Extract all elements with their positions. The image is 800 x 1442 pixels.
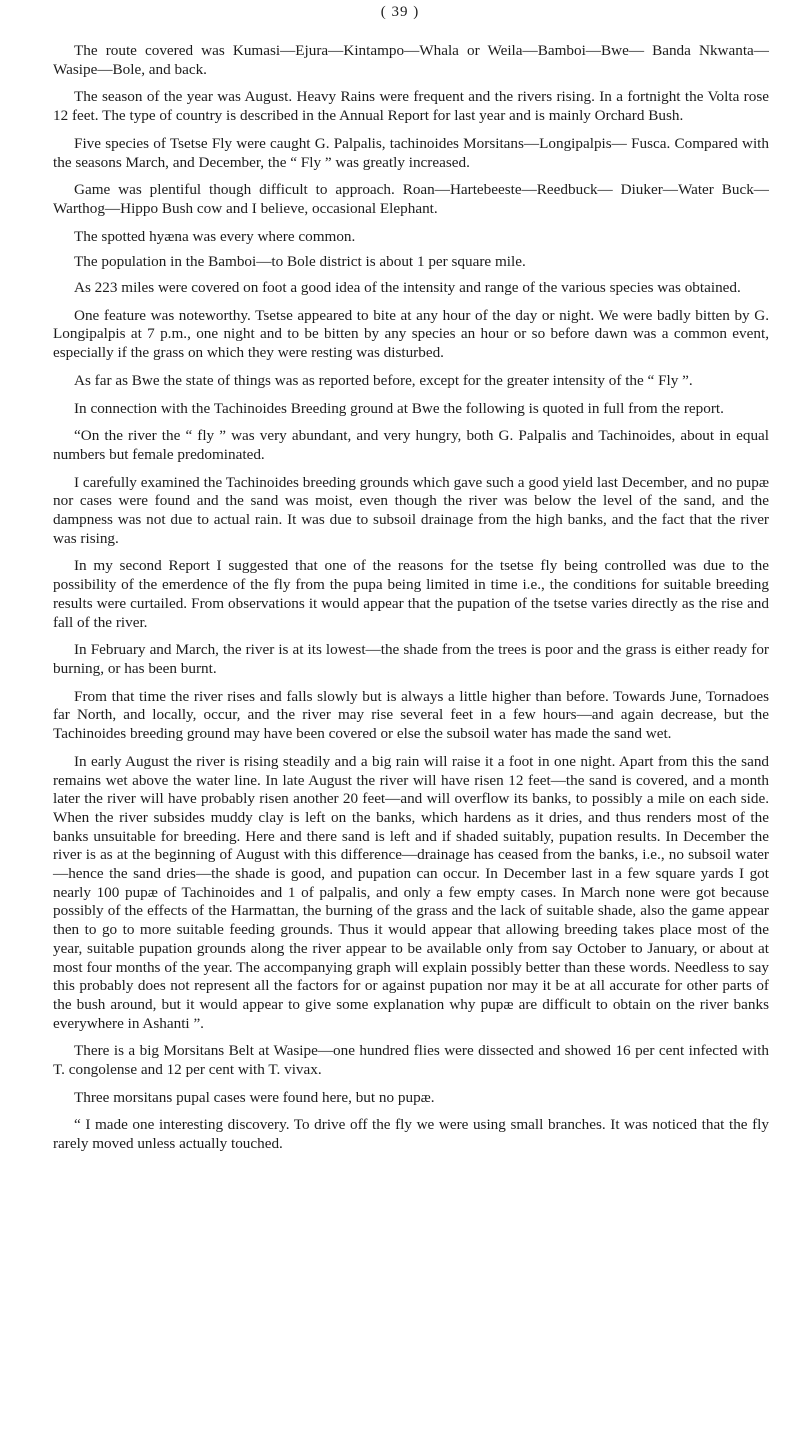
document-body xyxy=(53,42,769,1163)
paragraph-river-rises: From that time the river rises and falls slowly but is always a little higher than before. Towards June, Tornadoes far North, and locally, occur, and the river may rise several feet in a few hours—and again decrease, but the Tachinoides breeding ground may have been covered or else the subsoil water has made the sand wet. xyxy=(53,687,769,743)
paragraph-examined: I carefully examined the Tachinoides breeding grounds which gave such a good yield last December, and no pupæ nor cases were found and the sand was moist, even though the river was below the level of the sand, and the dampness was not due to actual rain. It was due to subsoil drainage from the high banks, and the fact that the river was rising. xyxy=(53,473,769,547)
paragraph-season: The season of the year was August. Heavy Rains were frequent and the rivers rising. In a fortnight the Volta rose 12 feet. The type of country is described in the Annual Report for last year and is mainly Orchard Bush. xyxy=(53,88,769,125)
page-number: ( 39 ) xyxy=(380,4,420,20)
paragraph-breeding-ground: In connection with the Tachinoides Breeding ground at Bwe the following is quoted in full from the report. xyxy=(74,399,724,417)
paragraph-species: Five species of Tsetse Fly were caught G. Palpalis, tachinoides Morsitans—Longipalpis— Fusca. Compared with the seasons March, and December, the “ Fly ” was greatly increased. xyxy=(53,134,769,171)
paragraph-february: In February and March, the river is at its lowest—the shade from the trees is poor and the grass is either ready for burning, or has been burnt. xyxy=(53,641,769,677)
paragraph-route: The route covered was Kumasi—Ejura—Kintampo—Whala or Weila—Bamboi—Bwe— Banda Nkwanta—Wasipe—Bole, and back. xyxy=(53,42,769,78)
paragraph-morsitans-belt: There is a big Morsitans Belt at Wasipe—one hundred flies were dissected and showed 16 per cent infected with T. congolense and 12 per cent with T. vivax. xyxy=(53,1042,769,1079)
paragraph-noteworthy: One feature was noteworthy. Tsetse appeared to bite at any hour of the day or night. We were badly bitten by G. Longipalpis at 7 p.m., one night and to be bitten by any species an hour or so before dawn was a common event, especially if the grass on which they were resting was disturbed. xyxy=(53,306,769,362)
paragraph-miles: As 223 miles were covered on foot a good idea of the intensity and range of the various species was obtained. xyxy=(74,279,741,297)
paragraph-august: In early August the river is rising steadily and a big rain will raise it a foot in one night. Apart from this the sand remains wet above the water line. In late August the river will have risen 12 feet—the sand is covered, and a month later the river will have probably risen another 20 feet—and will overflow its banks, to possibly a mile on each side. When the river subsides muddy clay is left on the banks, which hardens as it dries, and thus renders most of the banks unsuitable for breeding. Here and there sand is left and if shaded suitably, pupation results. In December the river is as at the beginning of August with this difference—drainage has ceased from the banks, i.e., no subsoil water—hence the sand dries—the shade is good, and pupation can occur. In December last in a few square yards I got nearly 100 pupæ of Tachinoides and 1 of palpalis, and only a few empty cases. In March none were got because possibly of the effects of the Harmattan, the burning of the grass and the lack of suitable shade, also the game appear then to go to more suitable feeding grounds. Thus it would appear that allowing breeding takes place most of the year, suitable pupation grounds along the river appear to be available only from say October to January, or about at most four months of the year. The accompanying graph will explain possibly better than these words. Needless to say this probably does not represent all the factors for or against pupation nor may it be at all accurate for other parts of the bush around, but it would appear to give some explanation why pupæ are difficult to obtain on the river banks everywhere in Ashanti ”. xyxy=(53,752,769,1032)
paragraph-quote-river: “On the river the “ fly ” was very abundant, and very hungry, both G. Palpalis and Tachinoides, about in equal numbers but female predominated. xyxy=(53,427,769,463)
paragraph-second-report: In my second Report I suggested that one of the reasons for the tsetse fly being controlled was due to the possibility of the emerdence of the fly from the pupa being limited in time i.e., the conditions for suitable breeding results were curtailed. From observations it would appear that the pupation of the tsetse varies directly as the rise and fall of the river. xyxy=(53,557,769,631)
paragraph-pupal-cases: Three morsitans pupal cases were found here, but no pupæ. xyxy=(74,1088,435,1106)
paragraph-bwe: As far as Bwe the state of things was as reported before, except for the greater intensity of the “ Fly ”. xyxy=(74,371,693,389)
paragraph-game: Game was plentiful though difficult to approach. Roan—Hartebeeste—Reedbuck— Diuker—Water Buck—Warthog—Hippo Bush cow and I believe, occasional Elephant. xyxy=(53,181,769,217)
paragraph-population: The population in the Bamboi—to Bole district is about 1 per square mile. xyxy=(74,253,526,271)
paragraph-discovery: “ I made one interesting discovery. To drive off the fly we were using small branches. It was noticed that the fly rarely moved unless actually touched. xyxy=(53,1116,769,1153)
paragraph-hyaena: The spotted hyæna was every where common. xyxy=(74,227,356,245)
